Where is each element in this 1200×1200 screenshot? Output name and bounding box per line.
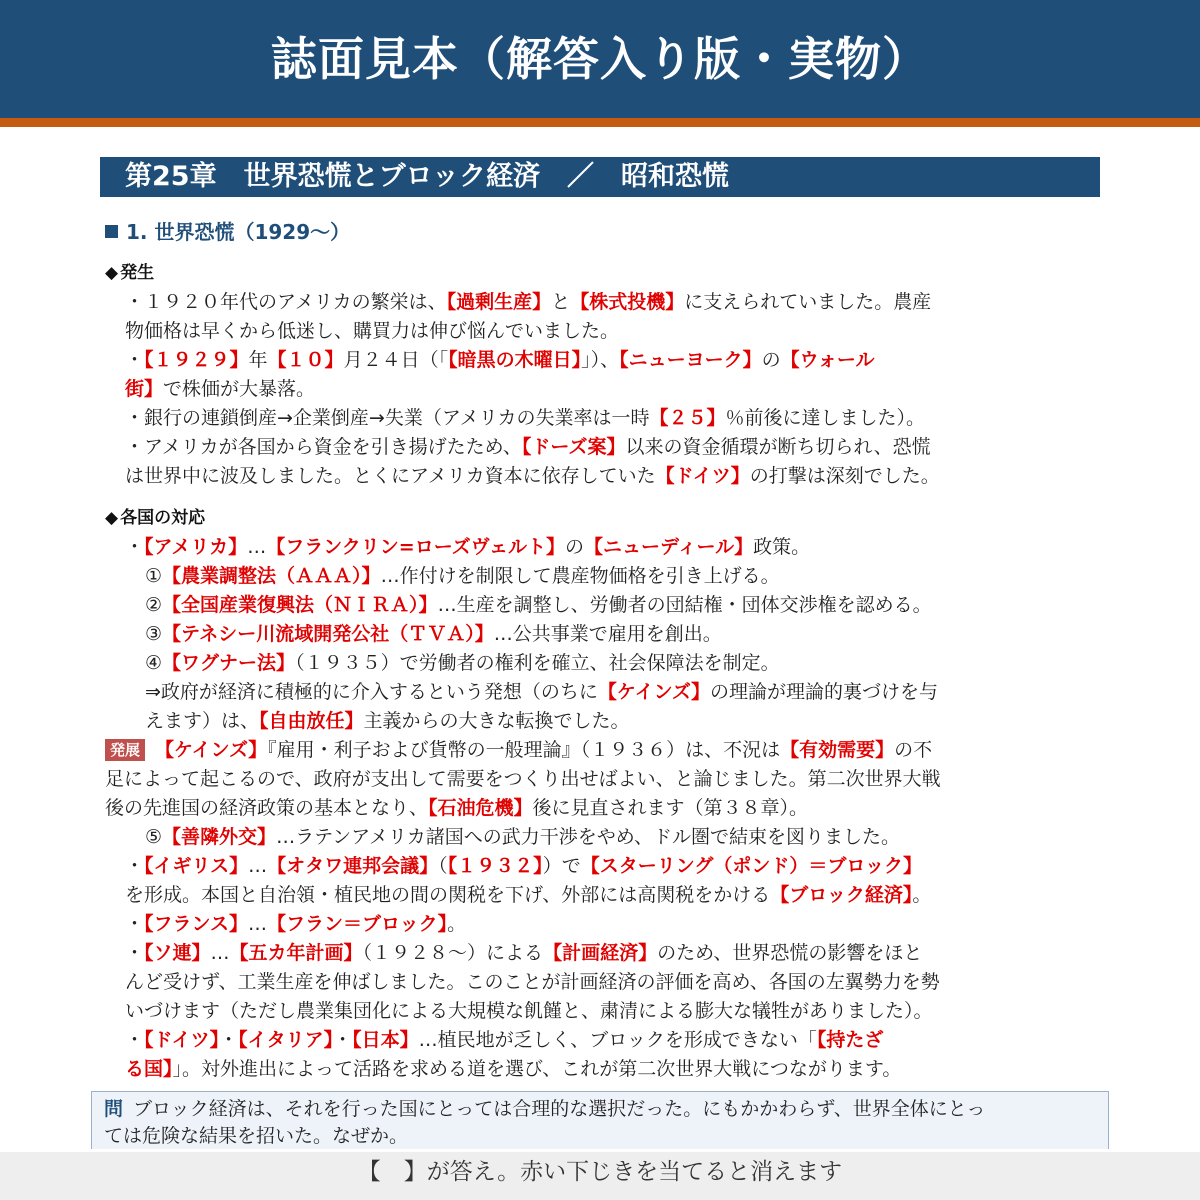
text-line — [105, 317, 1100, 346]
body-text: ・ — [125, 349, 145, 371]
answer-text: 【株式投機】 — [570, 291, 685, 313]
footer-note: 【 】が答え。赤い下じきを当てると消えます — [357, 1159, 843, 1185]
body-text: …ラテンアメリカ諸国への武力干渉をやめ、ドル圏で結束を図りました。 — [276, 826, 901, 848]
section-title: 1. 世界恐慌（1929～） — [126, 220, 351, 244]
question-text-line1: ブロック経済は、それを行った国にとっては合理的な選択だった。にもかかわらず、世界全体にとっ — [133, 1098, 986, 1120]
body-text: ・アメリカが各国から資金を引き揚げたため、 — [125, 436, 522, 458]
answer-text: 【ソ連】 — [144, 942, 211, 964]
body-text: は世界中に波及しました。とくにアメリカ資本に依存していた — [125, 465, 656, 487]
answer-text: 【善隣外交】 — [162, 826, 277, 848]
text-line — [105, 823, 1100, 852]
answer-text: 【ニューヨーク】 — [619, 349, 762, 371]
answer-text: 【イタリア】 — [238, 1029, 334, 1051]
answer-text: 【ケインズ】 — [155, 739, 268, 761]
text-line — [105, 852, 1100, 881]
body-text: に支えられていました。農産 — [684, 291, 932, 313]
answer-text: 【オタワ連邦会議】 — [267, 855, 439, 877]
body-text: の理論が理論的裏づけを与 — [710, 681, 939, 703]
text-line — [105, 649, 1100, 678]
answer-text: 【フランクリン=ローズヴェルト】 — [266, 536, 566, 558]
subheading-responses — [105, 503, 205, 528]
body-text: 。 — [447, 913, 467, 935]
body-text: 年 — [248, 349, 268, 371]
page-title: 誌面見本（解答入り版・実物） — [271, 32, 929, 86]
body-text: （ — [438, 855, 448, 877]
answer-text: 【フラン＝ブロック】 — [266, 913, 448, 935]
body-text: ⑤ — [145, 826, 163, 848]
text-line — [105, 562, 1100, 591]
footer-bar — [0, 1152, 1200, 1200]
text-line — [105, 707, 1100, 736]
body-text: と — [551, 291, 571, 313]
body-text: ⇒政府が経済に積極的に介入するという発想（のちに — [145, 681, 598, 703]
body-text: ・ — [125, 536, 145, 558]
text-line — [105, 1055, 1100, 1084]
text-line — [105, 433, 1100, 462]
text-line — [105, 404, 1100, 433]
subheading-outbreak — [105, 258, 154, 283]
answer-text: 【１９３２】 — [447, 855, 543, 877]
body-text: 以来の資金循環が断ち切られ、恐慌 — [625, 436, 931, 458]
body-text: …生産を調整し、労働者の団結権・団体交渉権を認める。 — [437, 594, 932, 616]
body-text: 後に見直されます（第３８章）。 — [532, 797, 809, 819]
body-text: 。 — [912, 884, 932, 906]
body-text: … — [247, 913, 267, 935]
answer-text: 【有効需要】 — [780, 739, 895, 761]
answer-text: 【ワグナー法】 — [162, 652, 296, 674]
answer-text: 【イギリス】 — [144, 855, 249, 877]
body-text: ・ — [219, 1029, 239, 1051]
text-line — [105, 765, 1100, 794]
answer-text: 【ウォール — [780, 349, 875, 371]
text-line — [105, 736, 1100, 765]
text-line — [105, 533, 1100, 562]
answer-text: 【ニューディール】 — [584, 536, 754, 558]
body-text: のため、世界恐慌の影響をほと — [657, 942, 923, 964]
answer-text: 【持たざ — [816, 1029, 884, 1051]
body-text: …植民地が乏しく、ブロックを形成できない「 — [418, 1029, 817, 1051]
body-text: の — [761, 349, 781, 371]
body-text: ・ — [125, 1029, 145, 1051]
text-line — [105, 678, 1100, 707]
body-text: …作付けを制限して農産物価格を引き上げる。 — [380, 565, 780, 587]
subheading-label: 発生 — [120, 263, 155, 283]
text-line — [105, 375, 1100, 404]
body-text: ③ — [145, 623, 163, 645]
body-text: 月２４日（「 — [343, 349, 449, 371]
body-text: ・銀行の連鎖倒産→企業倒産→失業（アメリカの失業率は一時 — [125, 407, 650, 429]
subheading-label: 各国の対応 — [120, 508, 206, 528]
body-text: えます）は、 — [145, 710, 260, 732]
chapter-title: 第25章 世界恐慌とブロック経済 ／ 昭和恐慌 — [100, 157, 1100, 197]
body-text: の — [565, 536, 585, 558]
answer-text: 【フランス】 — [144, 913, 248, 935]
body-text: 『雇用・利子および貨幣の一般理論』（１９３６）は、不況は — [267, 739, 781, 761]
answer-text: 【石油危機】 — [428, 797, 533, 819]
text-line — [105, 1026, 1100, 1055]
body-text: ② — [145, 594, 163, 616]
body-text: の打撃は深刻でした。 — [749, 465, 940, 487]
body-text: 政策。 — [753, 536, 811, 558]
body-text: ・ — [125, 855, 145, 877]
text-line — [105, 346, 1100, 375]
body-text: （１９２８～）による — [362, 942, 544, 964]
answer-text: 【１０】 — [267, 349, 344, 371]
question-text-line2: ては危険な結果を招いた。なぜか。 — [104, 1125, 409, 1147]
header-banner — [0, 0, 1200, 118]
answer-text: 【アメリカ】 — [144, 536, 248, 558]
text-line — [105, 997, 1100, 1026]
text-line — [105, 620, 1100, 649]
answer-text: 【ドイツ】 — [655, 465, 750, 487]
question-mark-label: 問 — [104, 1098, 124, 1120]
square-bullet-icon — [105, 225, 118, 238]
body-text: ④ — [145, 652, 163, 674]
text-line — [105, 794, 1100, 823]
body-text: ）で — [542, 855, 581, 877]
body-text: ・ — [125, 942, 145, 964]
body-text: ・ — [125, 913, 145, 935]
answer-text: 【スターリング（ポンド）＝ブロック】 — [580, 855, 922, 877]
body-text: を形成。本国と自治領・植民地の間の関税を下げ、外部には高関税をかける — [125, 884, 771, 906]
text-line — [105, 968, 1100, 997]
answer-text: 【自由放任】 — [259, 710, 364, 732]
body-text: の不 — [894, 739, 933, 761]
answer-text: る国】 — [125, 1058, 173, 1080]
answer-text: 【２５】 — [649, 407, 726, 429]
answer-text: 【過剰生産】 — [446, 291, 552, 313]
body-text: で株価が大暴落。 — [163, 378, 316, 400]
outbreak-text — [105, 288, 1100, 491]
body-text: …公共事業で雇用を創出。 — [493, 623, 722, 645]
text-line — [105, 881, 1100, 910]
answer-text: 【日本】 — [352, 1029, 419, 1051]
body-text: … — [247, 536, 267, 558]
body-text: ％前後に達しました）。 — [725, 407, 926, 429]
answer-text: 【ケインズ】 — [597, 681, 711, 703]
text-run — [155, 739, 932, 761]
body-text: … — [210, 942, 230, 964]
body-text: ① — [145, 565, 163, 587]
body-text: いづけます（ただし農業集団化による大規模な飢饉と、粛清による膨大な犠牲がありました）。 — [125, 1000, 933, 1022]
text-line — [105, 939, 1100, 968]
answer-text: 【全国産業復興法（ＮＩＲＡ）】 — [162, 594, 438, 616]
answer-text: 街】 — [125, 378, 164, 400]
header-accent-stripe — [0, 118, 1200, 127]
answer-text: 【ドーズ案】 — [521, 436, 626, 458]
answer-text: 【１９２９】 — [144, 349, 249, 371]
answer-text: 【暗黒の木曜日】 — [448, 349, 582, 371]
answer-text: 【五カ年計画】 — [229, 942, 363, 964]
diamond-bullet-icon: ◆ — [105, 508, 119, 528]
body-text: 主義からの大きな転換でした。 — [363, 710, 630, 732]
body-text: … — [248, 855, 268, 877]
body-text: 」。対外進出によって活路を求める道を選び、これが第二次世界大戦につながります。 — [172, 1058, 902, 1080]
body-text: （１９３５）で労働者の権利を確立、社会保障法を制定。 — [295, 652, 780, 674]
text-line — [105, 910, 1100, 939]
answer-text: 【ブロック経済】 — [770, 884, 913, 906]
body-text: 足によって起こるので、政府が支出して需要をつくり出せばよい、と論じました。第二次世界大戦 — [105, 768, 941, 790]
advanced-badge: 発展 — [105, 739, 145, 761]
text-line — [105, 591, 1100, 620]
body-text: 物価格は早くから低迷し、購買力は伸び悩んでいました。 — [125, 320, 620, 342]
answer-text: 【計画経済】 — [543, 942, 658, 964]
body-text: んど受けず、工業生産を伸ばしました。このことが計画経済の評価を高め、各国の左翼勢力を勢 — [125, 971, 940, 993]
responses-text — [105, 533, 1100, 1084]
body-text: ・ — [333, 1029, 353, 1051]
answer-text: 【ドイツ】 — [144, 1029, 220, 1051]
body-text: 後の先進国の経済政策の基本となり、 — [105, 797, 429, 819]
body-text: 」）、 — [581, 349, 620, 371]
body-text: ・１９２０年代のアメリカの繁栄は、 — [125, 291, 447, 313]
answer-text: 【テネシー川流域開発公社（ＴＶＡ）】 — [162, 623, 494, 645]
section-heading — [105, 216, 350, 245]
text-line — [105, 462, 1100, 491]
diamond-bullet-icon: ◆ — [105, 263, 119, 283]
answer-text: 【農業調整法（ＡＡＡ）】 — [162, 565, 381, 587]
text-line — [105, 288, 1100, 317]
question-box — [91, 1091, 1109, 1149]
